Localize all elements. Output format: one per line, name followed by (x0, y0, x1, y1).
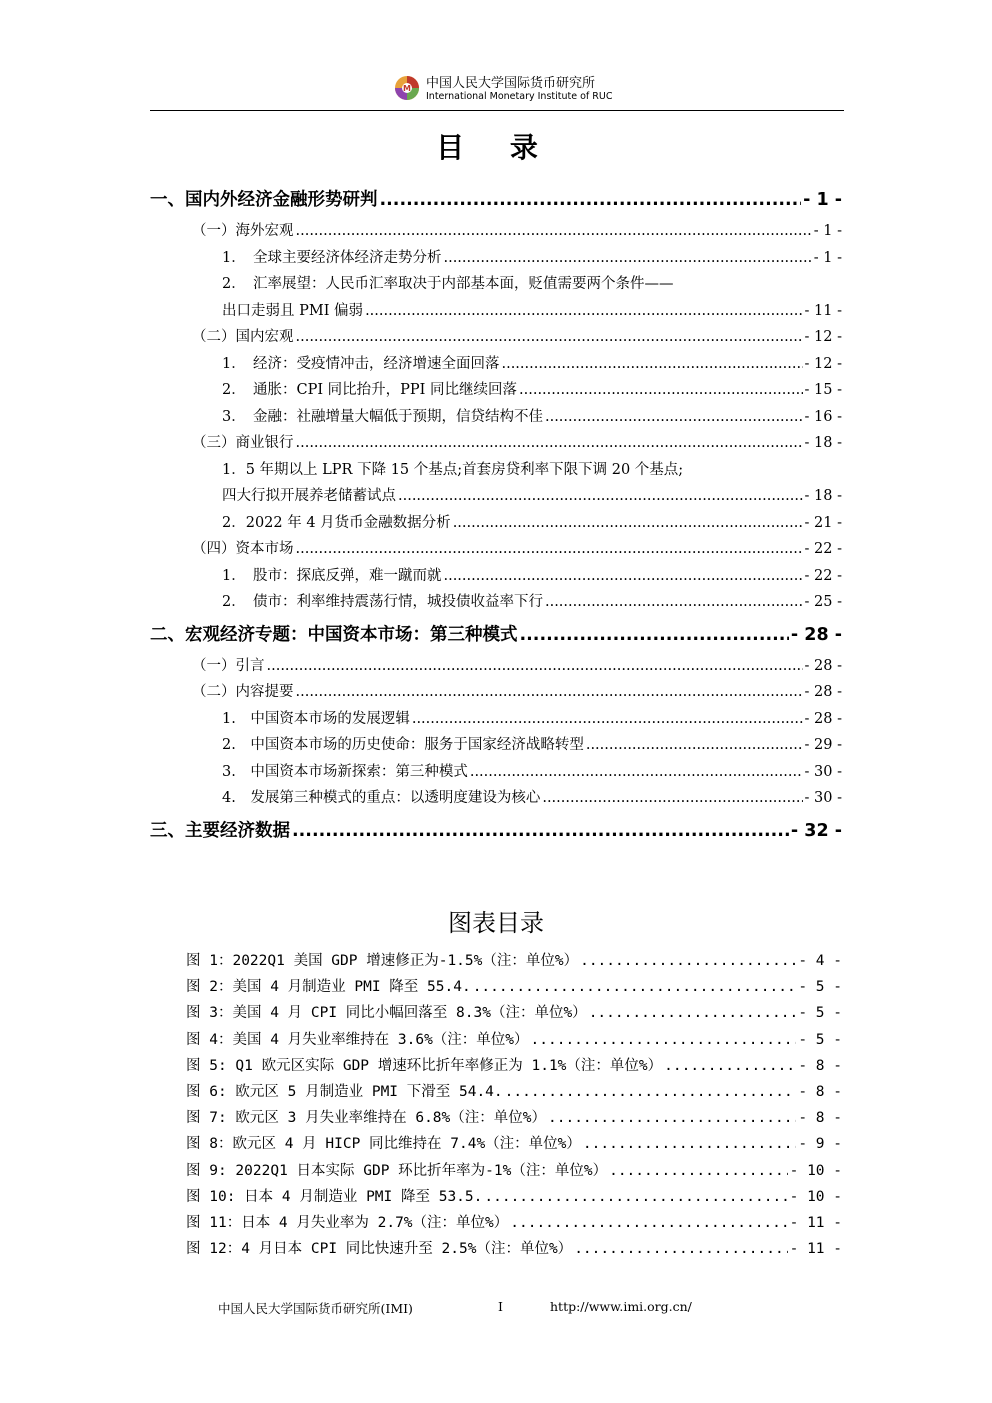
toc-entry-title: 出口走弱且 PMI 偏弱 (222, 302, 364, 319)
toc-leader-dots (267, 653, 803, 680)
toc-entry-page: - 11 - (804, 302, 842, 319)
toc-entry-title: 四大行拟开展养老储蓄试点 (222, 488, 396, 504)
toc-entry[interactable] (150, 621, 842, 649)
toc-entry-page: - 22 - (804, 567, 842, 584)
toc-leader-dots (501, 351, 802, 378)
toc-entry-page: - 18 - (804, 488, 842, 504)
toc-entry-page: - 1 - (813, 223, 842, 239)
toc-entry-title: 图 5: Q1 欧元区实际 GDP 增速环比折年率修正为 1.1%（注：单位%） (186, 1057, 663, 1074)
toc-entry-page: - 10 - (789, 1162, 842, 1179)
toc-entry[interactable] (150, 653, 842, 680)
toc-entry[interactable] (150, 430, 842, 457)
toc-entry-title: 图 6: 欧元区 5 月制造业 PMI 下滑至 54.4. (186, 1084, 503, 1101)
toc-leader-dots (519, 377, 803, 404)
toc-entry-title: 图 9: 2022Q1 日本实际 GDP 环比折年率为-1%（注：单位%） (186, 1162, 608, 1179)
toc-leader-dots (545, 589, 803, 616)
toc-leader-dots (520, 621, 789, 649)
toc-entry-title: 图 1：2022Q1 美国 GDP 增速修正为-1.5%（注：单位%） (186, 953, 579, 969)
toc-entry[interactable] (150, 510, 842, 537)
toc-leader-dots (296, 679, 803, 706)
footer-url[interactable]: http://www.imi.org.cn/ (550, 1299, 692, 1314)
toc-leader-dots (589, 1000, 797, 1026)
toc-entry[interactable] (150, 589, 842, 616)
toc-entry-page: - 32 - (790, 820, 842, 841)
toc-entry[interactable] (150, 759, 842, 786)
toc-entry-page: - 4 - (798, 953, 842, 969)
toc-leader-dots (470, 759, 803, 786)
toc-entry-page: - 18 - (804, 435, 842, 451)
toc-entry-page: - 5 - (798, 1031, 842, 1048)
toc-entry-page: - 1 - (803, 190, 842, 210)
toc-entry-title: 三、主要经济数据 (150, 820, 290, 841)
figure-entry[interactable] (186, 1053, 842, 1079)
org-name-en: International Monetary Institute of RUC (426, 91, 613, 102)
toc-entry-title: 1. 中国资本市场的发展逻辑 (222, 710, 410, 727)
toc-leader-dots (365, 298, 802, 325)
toc-entry-title: 4. 发展第三种模式的重点：以透明度建设为核心 (222, 790, 541, 806)
toc-leader-dots (505, 1079, 797, 1105)
org-name-cn: 中国人民大学国际货币研究所 (426, 76, 596, 91)
toc-entry-page: - 30 - (804, 790, 842, 806)
toc-leader-dots (548, 1105, 796, 1131)
toc-entry[interactable] (150, 298, 842, 325)
toc-entry-page: - 8 - (798, 1084, 842, 1101)
figure-entry[interactable] (186, 1158, 842, 1184)
toc-entry[interactable] (150, 706, 842, 733)
toc-entry-title: （二）国内宏观 (192, 329, 294, 345)
figure-entry[interactable] (186, 1027, 842, 1053)
toc-entry-page: - 28 - (804, 684, 842, 700)
toc-entry-page: - 29 - (804, 737, 842, 753)
toc-entry-title: （四）资本市场 (192, 541, 294, 557)
figure-entry[interactable] (186, 1105, 842, 1131)
toc-entry-page: - 28 - (790, 624, 842, 645)
toc-entry-page: - 11 - (789, 1241, 842, 1258)
toc-entry-page: - 28 - (804, 657, 842, 674)
toc-leader-dots (542, 785, 802, 812)
toc-entry[interactable] (150, 377, 842, 404)
footer-org: 中国人民大学国际货币研究所(IMI) (218, 1301, 413, 1316)
toc-entry[interactable] (150, 732, 842, 759)
toc-entry-title: 1．5 年期以上 LPR 下降 15 个基点;首套房贷利率下限下调 20 个基点; (222, 461, 684, 478)
figure-list (186, 948, 842, 1262)
toc-entry-title: 1． 全球主要经济体经济走势分析 (222, 249, 442, 266)
figure-entry[interactable] (186, 1131, 842, 1157)
toc-entry-page: - 22 - (804, 541, 842, 557)
toc-leader-dots (583, 1131, 796, 1157)
figure-entry[interactable] (186, 1210, 842, 1236)
toc-entry-title: 图 2：美国 4 月制造业 PMI 降至 55.4. (186, 979, 471, 996)
toc-entry-page: - 12 - (804, 329, 842, 345)
toc-entry-page: - 11 - (789, 1215, 842, 1232)
toc-entry-page: - 5 - (798, 979, 842, 996)
toc-entry[interactable] (150, 785, 842, 812)
toc-leader-dots (545, 404, 803, 431)
toc-entry-title: 图 7: 欧元区 3 月失业率维持在 6.8%（注：单位%） (186, 1110, 546, 1127)
toc-entry-page: - 12 - (804, 355, 842, 372)
toc-entry-page: - 21 - (804, 514, 842, 531)
figure-entry[interactable] (186, 974, 842, 1000)
toc-title: 目 录 (436, 131, 556, 164)
toc-entry[interactable] (150, 457, 842, 484)
toc-entry-title: 2． 通胀：CPI 同比抬升，PPI 同比继续回落 (222, 382, 518, 398)
toc-entry-title: 图 12：4 月日本 CPI 同比快速升至 2.5%（注：单位%） (186, 1241, 573, 1258)
toc-entry[interactable] (150, 245, 842, 272)
toc-entry-title: 2. 中国资本市场的历史使命：服务于国家经济战略转型 (222, 737, 584, 753)
toc-leader-dots (609, 1158, 788, 1184)
toc-entry-title: 图 8：欧元区 4 月 HICP 同比维持在 7.4%（注：单位%） (186, 1136, 581, 1153)
figure-entry[interactable] (186, 1000, 842, 1026)
toc-leader-dots (292, 817, 789, 845)
toc-entry-page: - 9 - (798, 1136, 842, 1153)
toc-entry-title: 2． 汇率展望：人民币汇率取决于内部基本面，贬值需要两个条件—— (222, 276, 674, 292)
toc-entry-title: 2． 债市：利率维持震荡行情，城投债收益率下行 (222, 594, 543, 610)
toc-entry-title: 图 11：日本 4 月失业率为 2.7%（注：单位%） (186, 1215, 509, 1232)
toc-leader-dots (398, 483, 803, 510)
toc-entry-page: - 15 - (804, 382, 842, 398)
page-header (150, 70, 844, 111)
toc-entry[interactable] (150, 351, 842, 378)
toc-entry-title: 图 3：美国 4 月 CPI 同比小幅回落至 8.3%（注：单位%） (186, 1005, 587, 1022)
toc-list (150, 186, 842, 849)
toc-entry-page: - 10 - (789, 1188, 842, 1205)
toc-entry[interactable] (150, 483, 842, 510)
toc-entry[interactable] (150, 324, 842, 351)
toc-entry-title: 图 4：美国 4 月失业率维持在 3.6%（注：单位%） (186, 1031, 529, 1048)
figure-list-title: 图表目录 (448, 909, 544, 937)
toc-entry-title: 图 10: 日本 4 月制造业 PMI 降至 53.5. (186, 1188, 483, 1205)
toc-leader-dots (296, 218, 812, 245)
toc-entry[interactable] (150, 186, 842, 214)
toc-leader-dots (412, 706, 803, 733)
toc-entry-title: 二、宏观经济专题：中国资本市场：第三种模式 (150, 624, 518, 645)
figure-entry[interactable] (186, 1236, 842, 1262)
toc-entry[interactable] (150, 679, 842, 706)
toc-leader-dots (296, 324, 803, 351)
toc-leader-dots (664, 1053, 796, 1079)
toc-entry[interactable] (150, 271, 842, 298)
toc-leader-dots (443, 563, 802, 590)
figure-entry[interactable] (186, 948, 842, 974)
toc-entry-title: （二）内容提要 (192, 684, 294, 700)
toc-leader-dots (380, 186, 802, 214)
toc-entry-title: 1． 经济：受疫情冲击，经济增速全面回落 (222, 355, 500, 372)
toc-entry[interactable] (150, 218, 842, 245)
toc-entry[interactable] (150, 817, 842, 845)
org-name (426, 76, 612, 102)
toc-entry-title: （一）引言 (192, 657, 265, 674)
toc-entry-title: 1． 股市：探底反弹，难一蹴而就 (222, 567, 442, 584)
toc-leader-dots (574, 1236, 787, 1262)
toc-leader-dots (453, 510, 803, 537)
toc-leader-dots (473, 974, 797, 1000)
figure-entry[interactable] (186, 1079, 842, 1105)
svg-text:M: M (403, 84, 411, 93)
toc-leader-dots (443, 245, 811, 272)
figure-entry[interactable] (186, 1184, 842, 1210)
toc-entry-title: （一）海外宏观 (192, 223, 294, 239)
imi-logo-icon (394, 75, 420, 101)
toc-entry-title: 一、国内外经济金融形势研判 (150, 190, 378, 210)
toc-entry-page: - 5 - (798, 1005, 842, 1022)
toc-leader-dots (484, 1184, 787, 1210)
toc-entry-title: 3. 中国资本市场新探索：第三种模式 (222, 763, 468, 780)
toc-entry-title: （三）商业银行 (192, 435, 294, 451)
toc-entry-page: - 8 - (798, 1057, 842, 1074)
toc-leader-dots (296, 430, 803, 457)
toc-entry-page: - 8 - (798, 1110, 842, 1127)
toc-entry-page: - 16 - (804, 408, 842, 425)
toc-entry[interactable] (150, 536, 842, 563)
toc-entry-page: - 1 - (813, 249, 842, 266)
toc-leader-dots (531, 1027, 797, 1053)
toc-leader-dots (586, 732, 803, 759)
footer-page-number: I (498, 1299, 503, 1314)
toc-leader-dots (580, 948, 796, 974)
toc-entry-page: - 30 - (804, 763, 842, 780)
toc-entry-title: 2．2022 年 4 月货币金融数据分析 (222, 514, 451, 531)
toc-entry[interactable] (150, 404, 842, 431)
toc-entry[interactable] (150, 563, 842, 590)
toc-entry-page: - 25 - (804, 594, 842, 610)
toc-leader-dots (510, 1210, 787, 1236)
toc-entry-page: - 28 - (804, 710, 842, 727)
toc-leader-dots (296, 536, 803, 563)
toc-entry-title: 3． 金融：社融增量大幅低于预期，信贷结构不佳 (222, 408, 543, 425)
